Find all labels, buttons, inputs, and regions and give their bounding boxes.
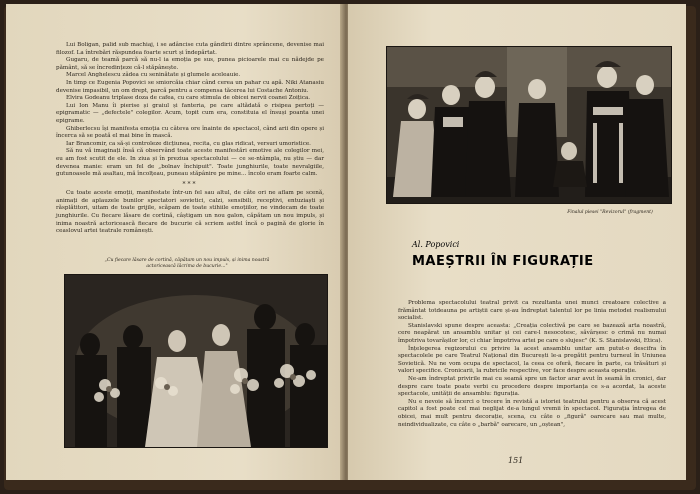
left-page: [6, 4, 344, 480]
left-paragraph: Marcel Anghelescu zâdea cu seninătate și glumele aceleauie.: [66, 72, 241, 79]
right-paragraph: Nu e nevoie să încerci o trecere în revistă a istoriei teatrului pentru a observa că acest capitol a fost poate cel mai neglijat de-a lungul vremii în spectacol. Figurația întregea de obicei, mai mult pentru decorație, scena, cu câte o „figură" oarecare sau mai multe, neindividualizate, cu câte o „barbă" oarecare, un „oștean",: [398, 398, 666, 428]
revizorul-photo: [386, 46, 672, 204]
left-paragraph: Gugaru, de teamă parcă să nu-l ia emoția pe sus, punea picioarele mai cu nădejde pe pământ, să se încredințeze că-l stăpânește.: [56, 57, 324, 71]
left-paragraph: Elvira Godeanu triplase doza de cafea, cu care stimula de obicei nervii coanei Zoițica.: [66, 95, 311, 102]
curtain-call-photo: [64, 274, 328, 448]
left-paragraph: Ghiberlecsu își manifesta emoția cu câteva ore înainte de spectacol, când arii din opere și încerca să se poată el mai bine în mască.: [56, 125, 324, 140]
right-paragraph: Problema spectacolului teatral privit ca rezultanta unei munci creatoare colective a frământat totdeauna pe artiștii care și-au îndreptat talentul lor pe linia metodei realismului socialist.: [398, 300, 666, 322]
article-title: MAEȘTRII ÎN FIGURAȚIE: [412, 254, 594, 269]
right-paragraph: Ne-am îndreptat privirile mai cu seamă spre un factor arar avut în seamă în cronici, dar despre care toate poate verbi cu procedere despre importanța ce s-a acordat, la aceste spectacole, unității de ansamblu: figurația.: [398, 375, 666, 398]
right-paragraph: Înțelegerea regizorului cu privire la acest ansamblu unitar am putut-o descifra în spectacolele pe care Teatrul Național din București le-a pregătit pentru turneul în Uniunea Sovietică. Nu ne vom ocupa de spectacol, la ceea ce oferă, fiecare în parte, ca trăsături și valori specifice. Cronicarii, la rubricile respective, vor face despre aceasta operație.: [398, 345, 666, 375]
left-page-text: [56, 42, 324, 236]
left-paragraph: Lui Ion Manu îi pierise și graiul și fanteria, pe care altădată o risipea pertoți — epigramatic — „defectele" colegilor. Acum, topit cum era, constituia el însuși poanta unei epigrame.: [56, 102, 324, 124]
right-page-text: [398, 300, 666, 429]
left-paragraph: Să nu vă imaginați însă că observând toate aceste manifestări emotive ale colegilor mei, eu am fost scutit de ele. In ziua și în preziua spectacolului — ce se-ntâmpla, nu știu — dar devenea manie: eram un fel de „bolnav închipuit". Toate junghiurile, toate nevralgiile, gutunoasele mă asaltau, mă încolțeau, puneau stăpânire pe mine... încolo eram foarte calm.: [56, 148, 324, 178]
right-photo-caption: Finalul piesei "Revizorul" (fragment): [567, 210, 653, 215]
right-paragraph: Stanislavski spune despre aceasta: „Creația colectivă pe care se bazează arta noastră, cere neapărat un ansamblu unitar și cei care-l nesocotesc, săvârșesc o crimă nu numai împotriva tovarășilor lor, ci chiar împotriva artei pe care o slujesc" (K. S. Stanislavski, Etica).: [398, 322, 666, 344]
left-paragraph: Iar Brancomir, ca să-și controleze dicțiunea, recita, cu glas ridicat, versuri umoristice.: [66, 140, 311, 147]
left-photo-caption: „Cu fiecare lăsare de cortină, căpătam un nou impuls, și inima noastră actoricească lăcrima de bucurie...": [104, 258, 270, 269]
article-author: Al. Popovici: [412, 240, 460, 249]
left-paragraph: Lui Boligan, palid sub machiaj, i se adâncise cuta gândirii dintre sprâncene, devenise mai filozof. La întrebări răspundea foarte scurt și îndepărtat.: [56, 42, 324, 56]
page-number: 151: [508, 456, 524, 465]
left-paragraph: In timp ce Eugenia Popovici se smiorcăia chiar când cerea un pahar cu apă. Niki Atanasiu devenise impasibil, un om drept, parcă pentru a compensa tăcerea lui Costache Antoniu.: [56, 79, 324, 94]
section-separator: ***: [182, 180, 198, 188]
right-page: [348, 4, 686, 480]
left-paragraph: Cu toate aceste emoții, manifestate într-un fel sau altul, de câte ori ne aflam pe scenă, animați de aplauzele bunilor spectatori sovietici, calzi, sensibili, receptivi, entuziaști și răsplătitori, uitam de toate grijile, scăpam de toate stihiile emoțiilor, ne vindecam de toate junghiurile. Cu fiecare lăsare de cortină, câștigam un nou galon, căpătam un nou impuls, și inima noastră actoricească fiecare de bucurie că scriem astfel încă o pagină de glorie în ceaslovul artei teatrale românești.: [56, 190, 324, 235]
